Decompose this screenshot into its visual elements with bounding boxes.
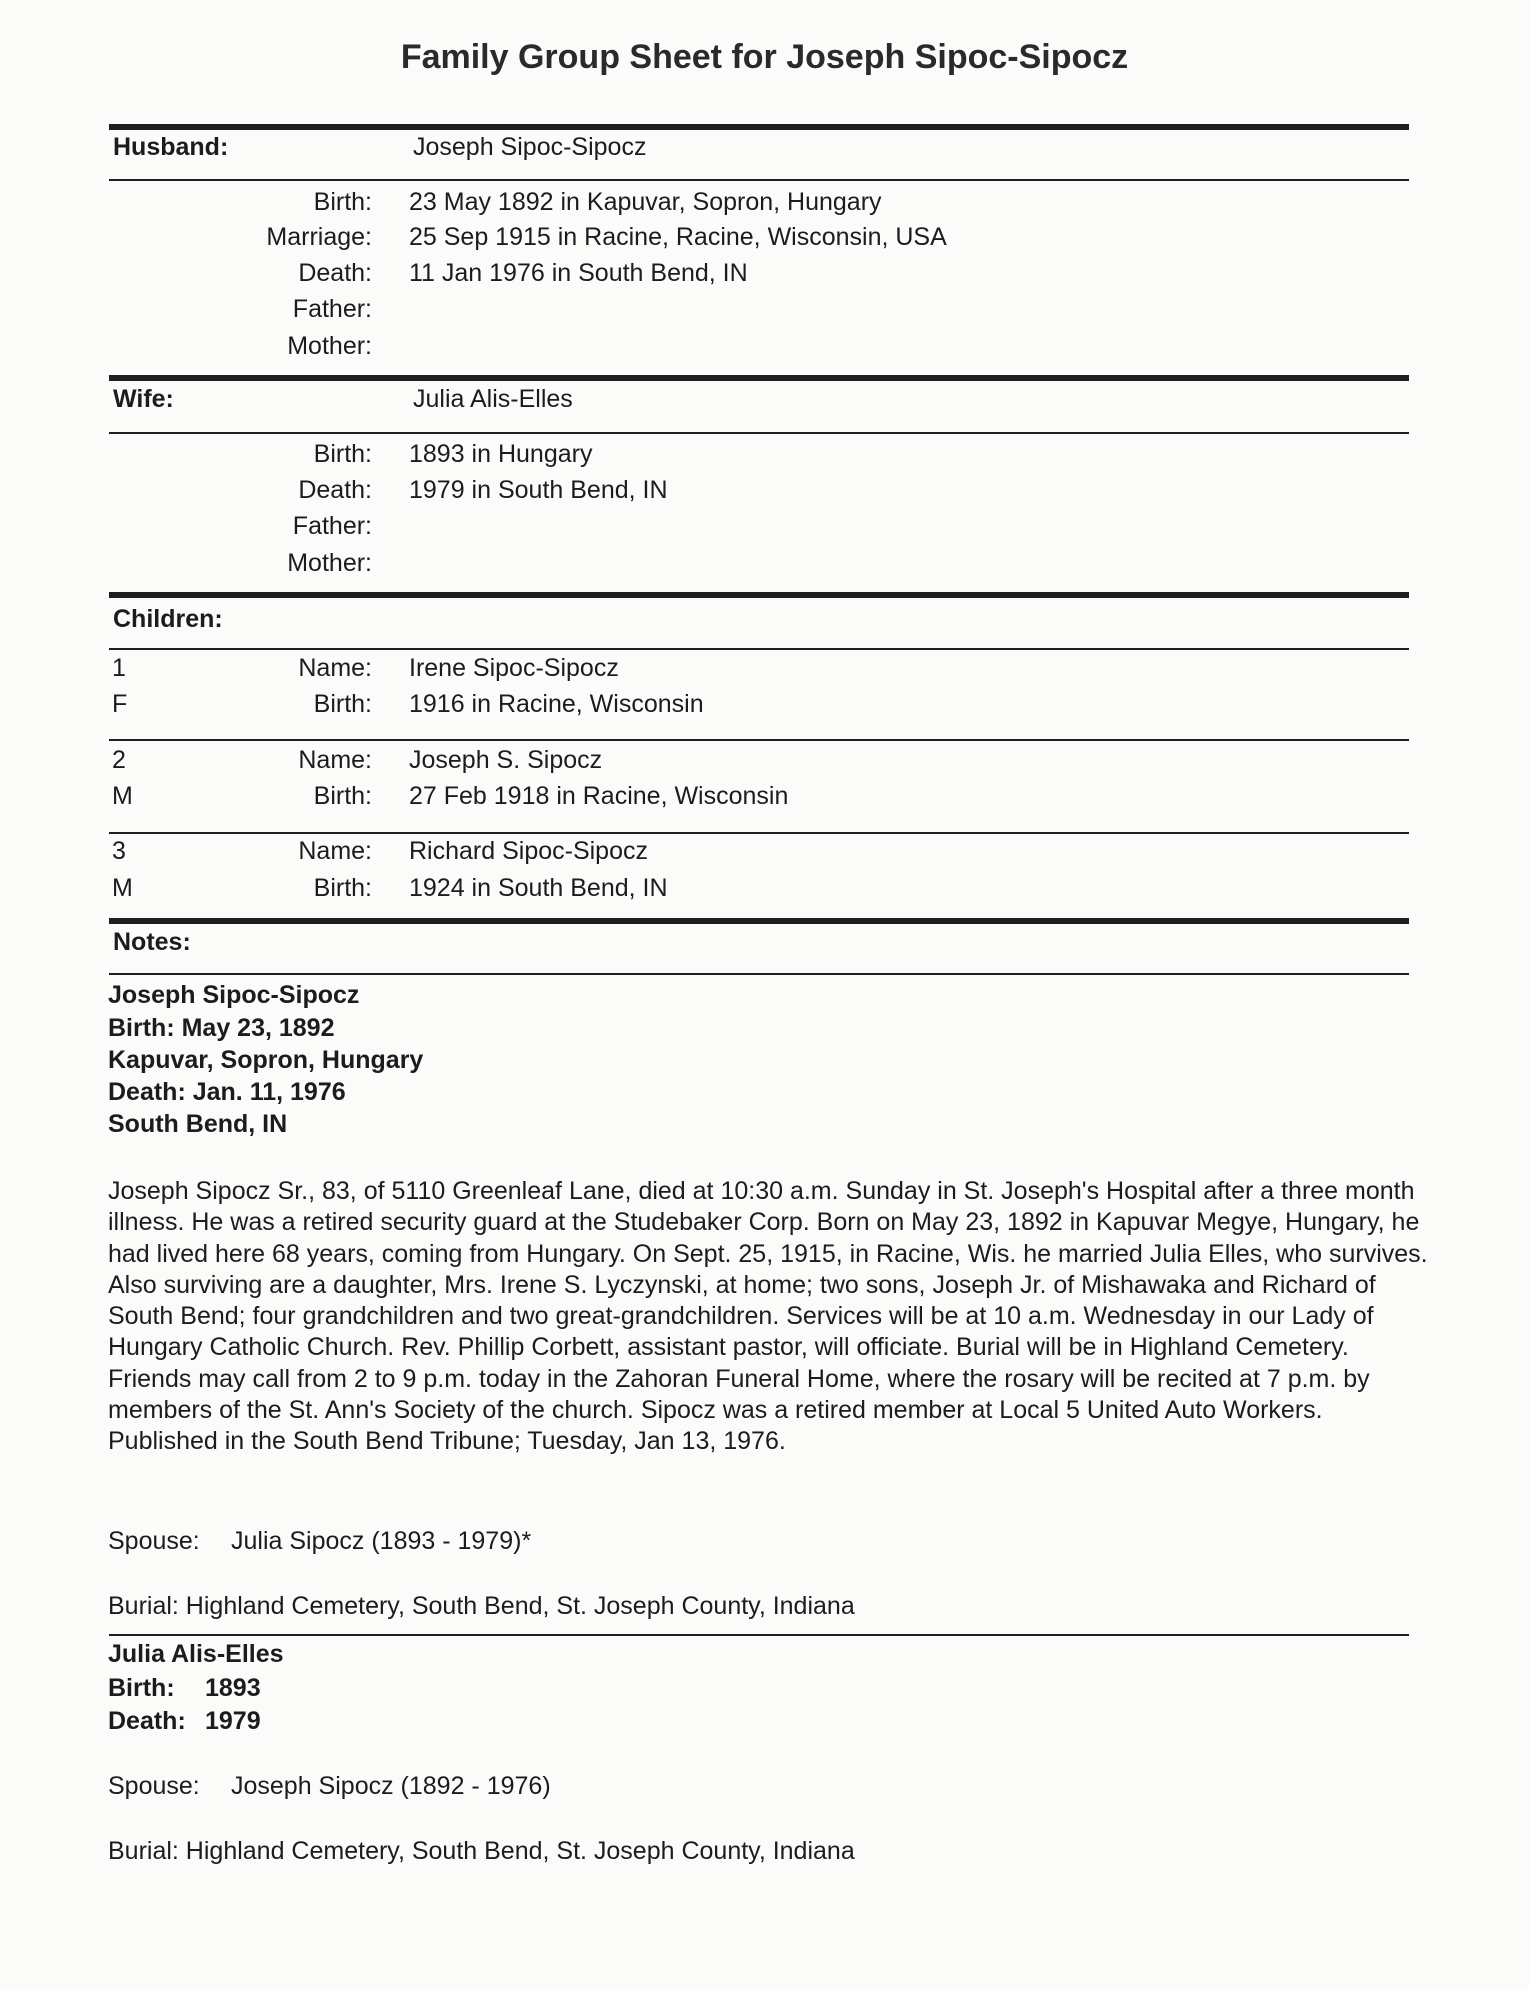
- note-wife-birth-label: Birth:: [108, 1674, 175, 1702]
- child-birth: 1924 in South Bend, IN: [409, 874, 668, 902]
- note-wife-death-value: 1979: [205, 1707, 261, 1735]
- husband-father-label: Father:: [292, 295, 372, 323]
- wife-spouse-label: Spouse:: [108, 1772, 200, 1800]
- note-husband-death: Death: Jan. 11, 1976: [108, 1078, 346, 1106]
- husband-marriage-value: 25 Sep 1915 in Racine, Racine, Wisconsin, USA: [409, 223, 947, 251]
- husband-birth-value: 23 May 1892 in Kapuvar, Sopron, Hungary: [409, 188, 882, 216]
- child-name-label: Name:: [298, 837, 372, 865]
- child-sex: M: [112, 782, 133, 810]
- child-number: 2: [112, 746, 126, 774]
- child-sex: M: [112, 874, 133, 902]
- wife-father-label: Father:: [292, 512, 372, 540]
- divider: [109, 1634, 1409, 1636]
- husband-spouse-value: Julia Sipocz (1893 - 1979)*: [231, 1527, 532, 1555]
- child-sex: F: [112, 690, 128, 718]
- wife-name: Julia Alis-Elles: [413, 385, 573, 413]
- wife-birth-value: 1893 in Hungary: [409, 440, 593, 468]
- child-name: Irene Sipoc-Sipocz: [409, 654, 619, 682]
- child-name-label: Name:: [298, 654, 372, 682]
- wife-heading: Wife:: [113, 385, 174, 413]
- children-heading: Children:: [113, 605, 223, 633]
- child-birth-label: Birth:: [313, 690, 372, 718]
- section-divider: [109, 918, 1409, 924]
- note-husband-deathplace: South Bend, IN: [108, 1110, 288, 1138]
- husband-mother-label: Mother:: [287, 332, 372, 360]
- section-divider: [109, 592, 1409, 598]
- wife-death-value: 1979 in South Bend, IN: [409, 476, 668, 504]
- divider: [109, 179, 1409, 181]
- wife-birth-label: Birth:: [313, 440, 372, 468]
- note-husband-birthplace: Kapuvar, Sopron, Hungary: [108, 1046, 424, 1074]
- husband-name: Joseph Sipoc-Sipocz: [413, 133, 647, 161]
- page-title: Family Group Sheet for Joseph Sipoc-Sipocz: [400, 38, 1129, 76]
- wife-spouse-value: Joseph Sipocz (1892 - 1976): [231, 1772, 551, 1800]
- note-wife-birth-value: 1893: [205, 1674, 261, 1702]
- child-name-label: Name:: [298, 746, 372, 774]
- section-divider: [109, 375, 1409, 381]
- section-divider: [109, 124, 1409, 130]
- divider: [109, 648, 1409, 650]
- wife-mother-label: Mother:: [287, 549, 372, 577]
- husband-death-label: Death:: [298, 259, 372, 287]
- husband-spouse-label: Spouse:: [108, 1527, 200, 1555]
- child-birth: 1916 in Racine, Wisconsin: [409, 690, 704, 718]
- husband-heading: Husband:: [113, 133, 229, 161]
- divider: [109, 432, 1409, 434]
- child-birth-label: Birth:: [313, 782, 372, 810]
- child-number: 1: [112, 654, 126, 682]
- child-birth-label: Birth:: [313, 874, 372, 902]
- obituary-text: Joseph Sipocz Sr., 83, of 5110 Greenleaf Lane, died at 10:30 a.m. Sunday in St. Joseph's Hospital after a three month illness. He was a retired security guard at the Studebaker Corp. Born on May 23, 1892 in Kapuvar Megye, Hungary, he had lived here 68 years, coming from Hungary. On Sept. 25, 1915, in Racine, Wis. he married Julia Elles, who survives. Also surviving are a daughter, Mrs. Irene S. Lyczynski, at home; two sons, Joseph Jr. of Mishawaka and Richard of South Bend; four grandchildren and two great-grandchildren. Services will be at 10 a.m. Wednesday in our Lady of Hungary Catholic Church. Rev. Phillip Corbett, assistant pastor, will officiate. Burial will be in Highland Cemetery. Friends may call from 2 to 9 p.m. today in the Zahoran Funeral Home, where the rosary will be recited at 7 p.m. by members of the St. Ann's Society of the church. Sipocz was a retired member at Local 5 United Auto Workers. Published in the South Bend Tribune; Tuesday, Jan 13, 1976.: [108, 1177, 1428, 1456]
- notes-heading: Notes:: [113, 928, 191, 956]
- child-number: 3: [112, 837, 126, 865]
- wife-death-label: Death:: [298, 476, 372, 504]
- divider: [109, 973, 1409, 975]
- husband-death-value: 11 Jan 1976 in South Bend, IN: [409, 259, 748, 287]
- divider: [109, 739, 1409, 741]
- wife-burial: Burial: Highland Cemetery, South Bend, St. Joseph County, Indiana: [108, 1837, 855, 1865]
- husband-burial: Burial: Highland Cemetery, South Bend, St. Joseph County, Indiana: [108, 1592, 855, 1620]
- note-husband-birth: Birth: May 23, 1892: [108, 1014, 335, 1042]
- child-birth: 27 Feb 1918 in Racine, Wisconsin: [409, 782, 789, 810]
- husband-birth-label: Birth:: [313, 188, 372, 216]
- child-name: Richard Sipoc-Sipocz: [409, 837, 648, 865]
- child-name: Joseph S. Sipocz: [409, 746, 603, 774]
- husband-marriage-label: Marriage:: [266, 223, 372, 251]
- note-wife-name: Julia Alis-Elles: [108, 1640, 284, 1668]
- note-husband-name: Joseph Sipoc-Sipocz: [108, 981, 360, 1009]
- note-wife-death-label: Death:: [108, 1707, 186, 1735]
- divider: [109, 832, 1409, 834]
